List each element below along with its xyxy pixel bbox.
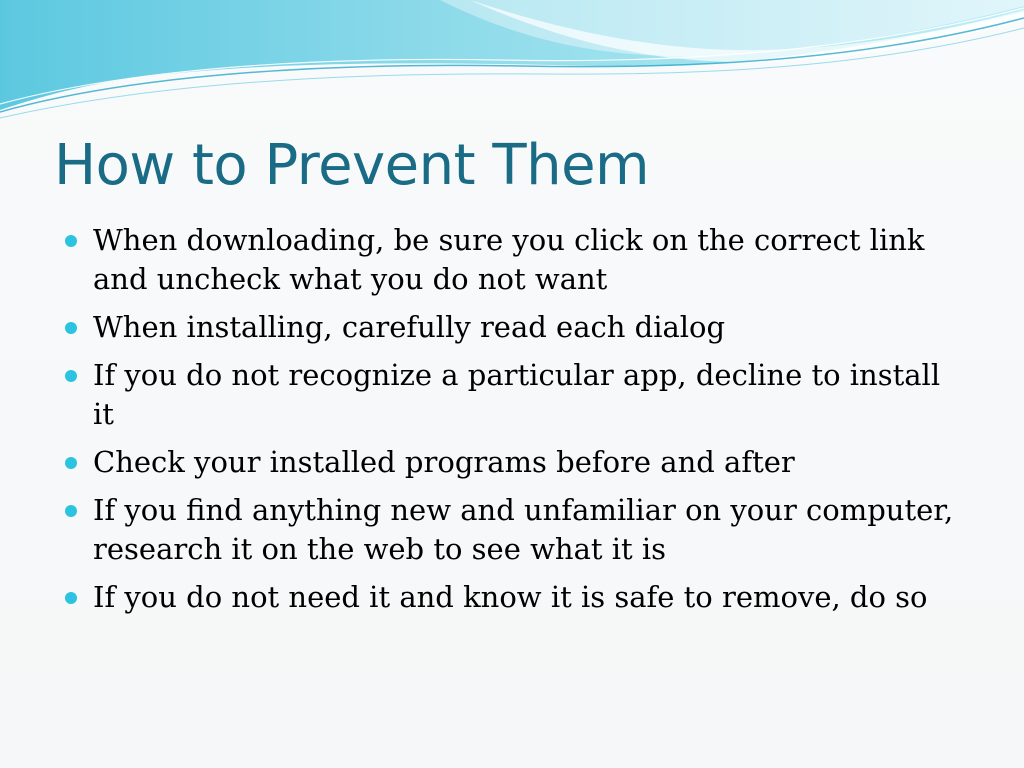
bullet-list bbox=[62, 221, 962, 626]
bullet-item bbox=[62, 578, 962, 617]
bullet-dot-icon bbox=[65, 505, 77, 517]
bullet-text: If you find anything new and unfamiliar on your computer, research it on the web to see what it is bbox=[93, 493, 954, 566]
bullet-text: If you do not recognize a particular app, decline to install it bbox=[93, 358, 941, 431]
bullet-item bbox=[62, 443, 962, 482]
header-wave-decoration bbox=[0, 0, 1024, 130]
slide-title: How to Prevent Them bbox=[54, 133, 650, 198]
bullet-dot-icon bbox=[65, 592, 77, 604]
bullet-text: If you do not need it and know it is safe to remove, do so bbox=[93, 580, 928, 614]
bullet-dot-icon bbox=[65, 235, 77, 247]
bullet-dot-icon bbox=[65, 322, 77, 334]
bullet-text: When downloading, be sure you click on the correct link and uncheck what you do not want bbox=[93, 223, 925, 296]
bullet-item bbox=[62, 356, 962, 434]
bullet-dot-icon bbox=[65, 457, 77, 469]
bullet-item bbox=[62, 308, 962, 347]
bullet-text: Check your installed programs before and after bbox=[93, 445, 795, 479]
bullet-item bbox=[62, 491, 962, 569]
bullet-item bbox=[62, 221, 962, 299]
bullet-dot-icon bbox=[65, 370, 77, 382]
bullet-text: When installing, carefully read each dialog bbox=[93, 310, 726, 344]
